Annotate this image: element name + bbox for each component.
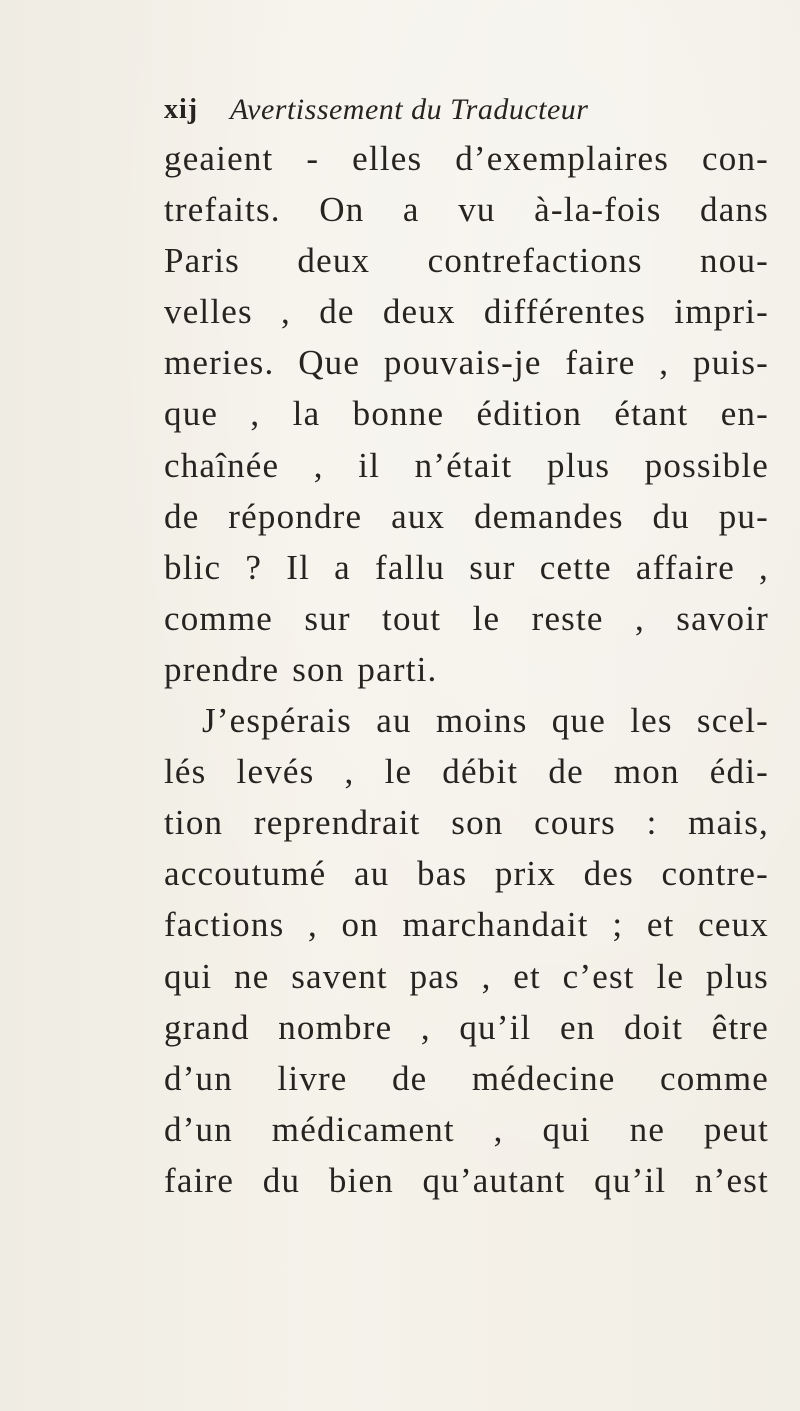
text-line: comme sur tout le reste , savoir <box>164 598 769 638</box>
text-line: geaient - elles d’exemplaires con- <box>164 139 769 178</box>
text-line: Paris deux contrefactions nou- <box>164 241 769 281</box>
text-line: trefaits. On a vu à-la-fois dans <box>164 190 769 230</box>
text-line: que , la bonne édition étant en- <box>164 394 769 434</box>
body-text <box>164 133 769 1206</box>
text-line: d’un médicament , qui ne peut <box>164 1109 769 1149</box>
page-number: xij <box>164 94 199 125</box>
text-line: de répondre aux demandes du pu- <box>164 496 769 536</box>
text-line: factions , on marchandait ; et ceux <box>164 905 769 945</box>
text-line: meries. Que pouvais-je faire , puis- <box>164 343 769 383</box>
text-line: velles , de deux différentes impri- <box>164 292 769 332</box>
running-header <box>164 90 724 130</box>
text-line: prendre son parti. <box>164 649 438 689</box>
text-line: J’espérais au moins que les scel- <box>202 701 769 741</box>
text-line: d’un livre de médecine comme <box>164 1058 769 1098</box>
text-line: faire du bien qu’autant qu’il n’est <box>164 1160 769 1200</box>
text-line: tion reprendrait son cours : mais, <box>164 803 769 843</box>
text-line: chaînée , il n’était plus possible <box>164 445 769 485</box>
text-line: lés levés , le débit de mon édi- <box>164 752 769 792</box>
text-line: blic ? Il a fallu sur cette affaire , <box>164 547 769 587</box>
text-line: accoutumé au bas prix des contre- <box>164 854 769 894</box>
running-title: Avertissement du Traducteur <box>230 93 589 126</box>
text-line: grand nombre , qu’il en doit être <box>164 1007 769 1047</box>
text-line: qui ne savent pas , et c’est le plus <box>164 956 769 996</box>
